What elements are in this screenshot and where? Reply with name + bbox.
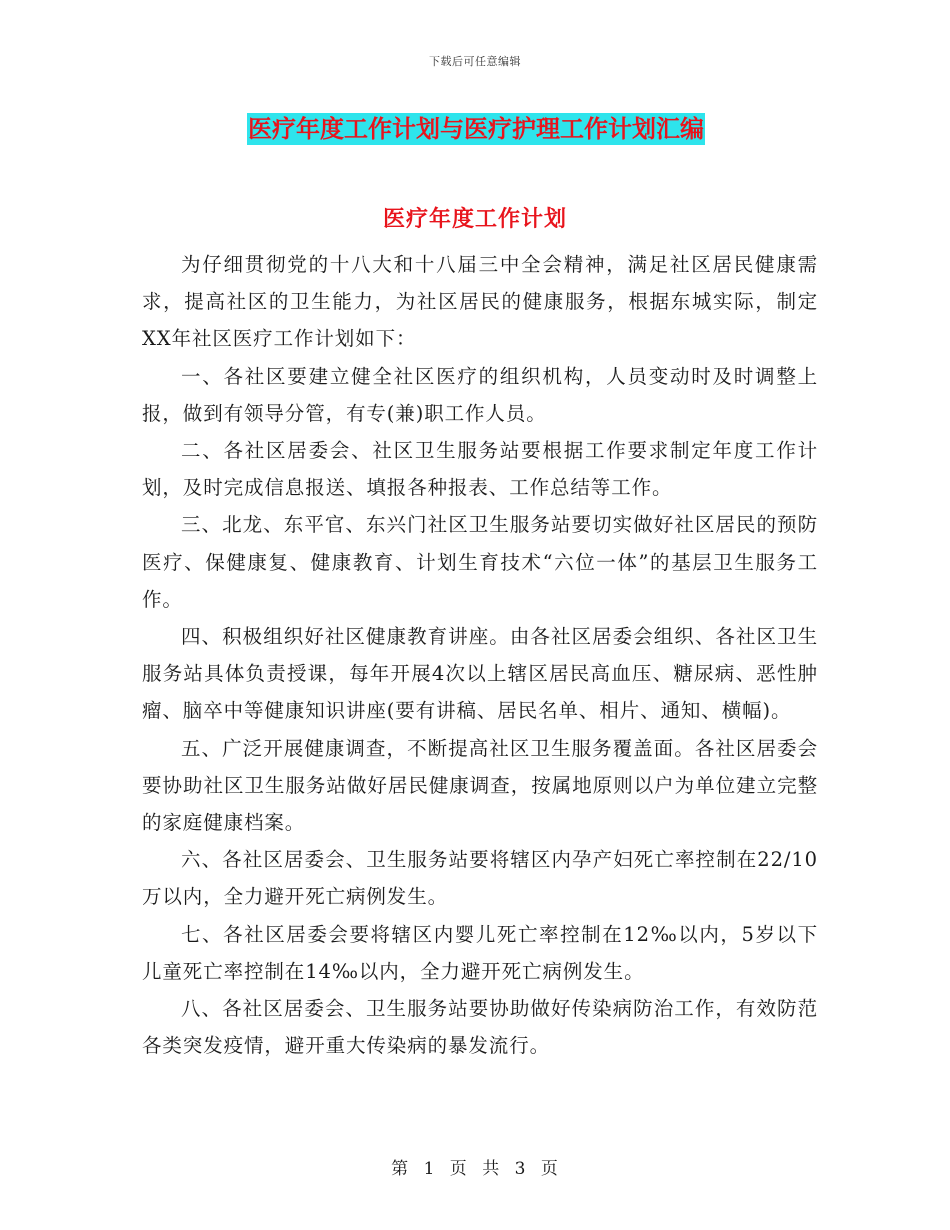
paragraph-item-6: 六、各社区居委会、卫生服务站要将辖区内孕产妇死亡率控制在22/10万以内，全力避开死亡病例发生。 bbox=[142, 848, 818, 909]
header-note: 下载后可任意编辑 bbox=[429, 55, 521, 68]
paragraph-item-4: 四、积极组织好社区健康教育讲座。由各社区居委会组织、各社区卫生服务站具体负责授课，每年开展4次以上辖区居民高血压、糖尿病、恶性肿瘤、脑卒中等健康知识讲座(要有讲稿、居民名单、相片、通知、横幅)。 bbox=[142, 625, 818, 723]
paragraph-item-1: 一、各社区要建立健全社区医疗的组织机构，人员变动时及时调整上报，做到有领导分管，有专(兼)职工作人员。 bbox=[142, 364, 818, 425]
document-body bbox=[142, 246, 818, 1064]
main-title: 医疗年度工作计划与医疗护理工作计划汇编 bbox=[248, 114, 704, 143]
paragraph-item-7: 七、各社区居委会要将辖区内婴儿死亡率控制在12‰以内，5岁以下儿童死亡率控制在14‰以内，全力避开死亡病例发生。 bbox=[142, 922, 818, 983]
paragraph-item-8: 八、各社区居委会、卫生服务站要协助做好传染病防治工作，有效防范各类突发疫情，避开重大传染病的暴发流行。 bbox=[142, 997, 818, 1058]
page-footer: 第 1 页 共 3 页 bbox=[391, 1159, 559, 1179]
paragraph-intro: 为仔细贯彻党的十八大和十八届三中全会精神，满足社区居民健康需求，提高社区的卫生能力，为社区居民的健康服务，根据东城实际，制定XX年社区医疗工作计划如下： bbox=[142, 253, 818, 351]
paragraph-item-2: 二、各社区居委会、社区卫生服务站要根据工作要求制定年度工作计划，及时完成信息报送、填报各种报表、工作总结等工作。 bbox=[142, 439, 818, 500]
section-title: 医疗年度工作计划 bbox=[382, 206, 567, 232]
paragraph-item-5: 五、广泛开展健康调查，不断提高社区卫生服务覆盖面。各社区居委会要协助社区卫生服务站做好居民健康调查，按属地原则以户为单位建立完整的家庭健康档案。 bbox=[142, 736, 818, 835]
paragraph-item-3: 三、北龙、东平官、东兴门社区卫生服务站要切实做好社区居民的预防医疗、保健康复、健康教育、计划生育技术“六位一体”的基层卫生服务工作。 bbox=[142, 513, 818, 611]
